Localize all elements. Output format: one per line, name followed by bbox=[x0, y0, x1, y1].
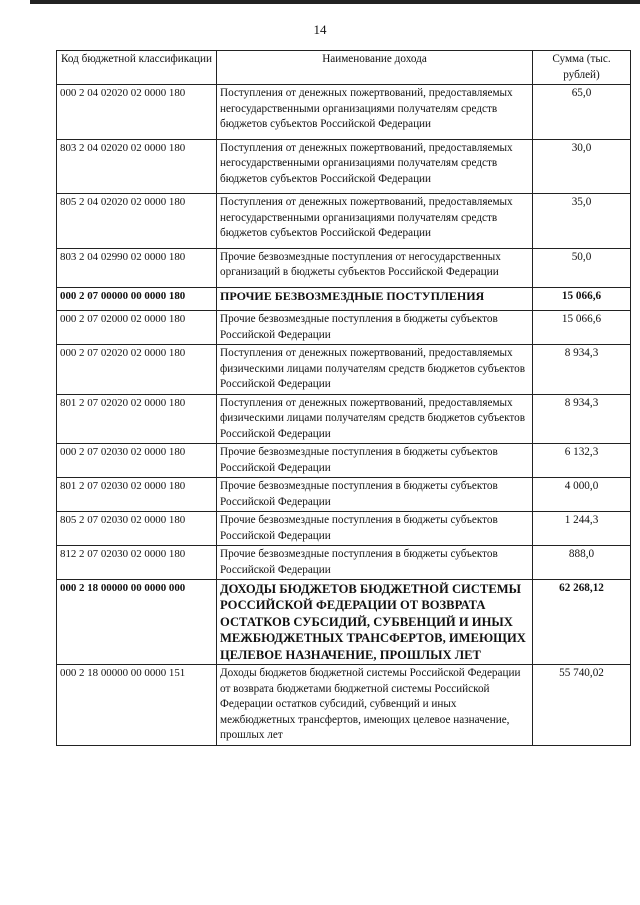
table-row bbox=[57, 546, 631, 580]
table-row bbox=[57, 394, 631, 444]
table-row bbox=[57, 194, 631, 249]
row-name: Доходы бюджетов бюджетной системы Российской Федерации от возврата бюджетами бюджетной системы Российской Федерации остатков субсидий, субвенций и иных межбюджетных трансфертов, имеющих целевое назначение, прошлых лет bbox=[217, 665, 533, 746]
row-code: 803 2 04 02990 02 0000 180 bbox=[57, 248, 217, 287]
row-name: Прочие безвозмездные поступления в бюджеты субъектов Российской Федерации bbox=[217, 512, 533, 546]
row-amount: 62 268,12 bbox=[533, 580, 631, 665]
table-row bbox=[57, 444, 631, 478]
table-row-section bbox=[57, 580, 631, 665]
row-amount: 6 132,3 bbox=[533, 444, 631, 478]
table-row bbox=[57, 85, 631, 140]
row-name: Поступления от денежных пожертвований, предоставляемых негосударственными организациями получателям средств бюджетов субъектов Российской Федерации bbox=[217, 139, 533, 194]
row-name: Прочие безвозмездные поступления в бюджеты субъектов Российской Федерации bbox=[217, 546, 533, 580]
row-name: Прочие безвозмездные поступления в бюджеты субъектов Российской Федерации bbox=[217, 311, 533, 345]
table-header-row bbox=[57, 51, 631, 85]
header-code: Код бюджетной классификации bbox=[57, 51, 217, 85]
row-name: Прочие безвозмездные поступления от негосударственных организаций в бюджеты субъектов Российской Федерации bbox=[217, 248, 533, 287]
table-row bbox=[57, 345, 631, 395]
row-name: Поступления от денежных пожертвований, предоставляемых физическими лицами получателям средств бюджетов субъектов Российской Федерации bbox=[217, 394, 533, 444]
header-name: Наименование дохода bbox=[217, 51, 533, 85]
row-code: 000 2 07 02000 02 0000 180 bbox=[57, 311, 217, 345]
row-code: 000 2 18 00000 00 0000 000 bbox=[57, 580, 217, 665]
row-code: 812 2 07 02030 02 0000 180 bbox=[57, 546, 217, 580]
row-name: Прочие безвозмездные поступления в бюджеты субъектов Российской Федерации bbox=[217, 478, 533, 512]
row-code: 000 2 07 00000 00 0000 180 bbox=[57, 287, 217, 311]
row-code: 000 2 04 02020 02 0000 180 bbox=[57, 85, 217, 140]
revenue-table bbox=[56, 50, 631, 746]
row-code: 801 2 07 02030 02 0000 180 bbox=[57, 478, 217, 512]
row-name: Поступления от денежных пожертвований, предоставляемых физическими лицами получателям средств бюджетов субъектов Российской Федерации bbox=[217, 345, 533, 395]
row-amount: 35,0 bbox=[533, 194, 631, 249]
row-amount: 15 066,6 bbox=[533, 287, 631, 311]
row-amount: 8 934,3 bbox=[533, 345, 631, 395]
row-code: 000 2 07 02020 02 0000 180 bbox=[57, 345, 217, 395]
table-row bbox=[57, 478, 631, 512]
row-amount: 55 740,02 bbox=[533, 665, 631, 746]
row-amount: 15 066,6 bbox=[533, 311, 631, 345]
row-name: Прочие безвозмездные поступления в бюджеты субъектов Российской Федерации bbox=[217, 444, 533, 478]
table-row bbox=[57, 512, 631, 546]
table-row bbox=[57, 248, 631, 287]
table-row bbox=[57, 311, 631, 345]
row-amount: 30,0 bbox=[533, 139, 631, 194]
row-code: 805 2 07 02030 02 0000 180 bbox=[57, 512, 217, 546]
page-number: 14 bbox=[313, 22, 327, 37]
row-name: Поступления от денежных пожертвований, предоставляемых негосударственными организациями получателям средств бюджетов субъектов Российской Федерации bbox=[217, 194, 533, 249]
row-amount: 65,0 bbox=[533, 85, 631, 140]
row-name: ДОХОДЫ БЮДЖЕТОВ БЮДЖЕТНОЙ СИСТЕМЫ РОССИЙСКОЙ ФЕДЕРАЦИИ ОТ ВОЗВРАТА ОСТАТКОВ СУБСИДИЙ, СУБВЕНЦИЙ И ИНЫХ МЕЖБЮДЖЕТНЫХ ТРАНСФЕРТОВ, ИМЕЮЩИХ ЦЕЛЕВОЕ НАЗНАЧЕНИЕ, ПРОШЛЫХ ЛЕТ bbox=[217, 580, 533, 665]
row-amount: 8 934,3 bbox=[533, 394, 631, 444]
row-code: 803 2 04 02020 02 0000 180 bbox=[57, 139, 217, 194]
top-rule bbox=[30, 0, 640, 4]
row-code: 805 2 04 02020 02 0000 180 bbox=[57, 194, 217, 249]
row-amount: 4 000,0 bbox=[533, 478, 631, 512]
table-row bbox=[57, 139, 631, 194]
row-amount: 50,0 bbox=[533, 248, 631, 287]
row-amount: 1 244,3 bbox=[533, 512, 631, 546]
table-row bbox=[57, 665, 631, 746]
row-name: ПРОЧИЕ БЕЗВОЗМЕЗДНЫЕ ПОСТУПЛЕНИЯ bbox=[217, 287, 533, 311]
row-code: 000 2 07 02030 02 0000 180 bbox=[57, 444, 217, 478]
row-code: 000 2 18 00000 00 0000 151 bbox=[57, 665, 217, 746]
row-name: Поступления от денежных пожертвований, предоставляемых негосударственными организациями получателям средств бюджетов субъектов Российской Федерации bbox=[217, 85, 533, 140]
table-row-section bbox=[57, 287, 631, 311]
row-code: 801 2 07 02020 02 0000 180 bbox=[57, 394, 217, 444]
row-amount: 888,0 bbox=[533, 546, 631, 580]
header-amount: Сумма (тыс. рублей) bbox=[533, 51, 631, 85]
